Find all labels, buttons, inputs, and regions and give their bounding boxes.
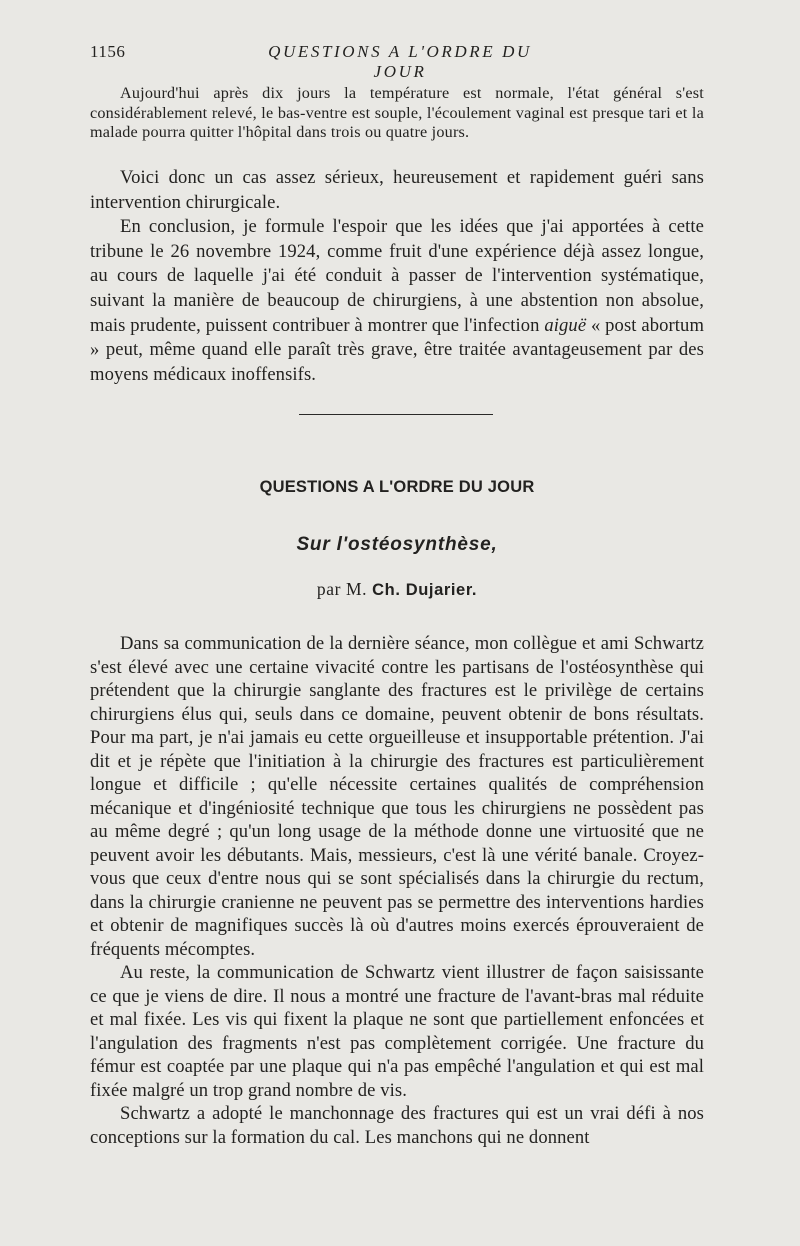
author-name: Ch. Dujarier. xyxy=(372,581,478,599)
previous-article-conclusion xyxy=(90,166,704,387)
body-paragraph: Dans sa communication de la dernière séance, mon collègue et ami Schwartz s'est élevé avec une certaine vivacité contre les partisans de l'ostéosynthèse qui prétendent que la chirurgie sanglante des fractures est le privilège de certains chirurgiens élus qui, seuls dans ce domaine, peuvent obtenir de bons résultats. Pour ma part, je n'ai jamais eu cette orgueilleuse et insupportable prétention. J'ai dit et je répète que l'initiation à la chirurgie des fractures est particulièrement longue et difficile ; qu'elle nécessite certaines qualités de compréhension mécanique et d'ingéniosité technique que tous les chirurgiens ne possèdent pas au même degré ; qu'un long usage de la méthode donne une virtuosité que ne peuvent avoir les débutants. Mais, messieurs, c'est là une vérité banale. Croyez-vous que ceux d'entre nous qui se sont spécialisés dans la chirurgie du rectum, dans la chirurgie cranienne ne peuvent pas se permettre des interventions hardies et obtenir de magnifiques succès là où d'autres moins exercés éprouveraient de fréquents mécomptes. xyxy=(90,633,704,960)
article-body xyxy=(90,632,704,1149)
paragraph-case-summary: Voici donc un cas assez sérieux, heureusement et rapidement guéri sans intervention chirurgicale. xyxy=(90,167,704,213)
body-paragraph: Schwartz a adopté le manchonnage des fractures qui est un vrai défi à nos conceptions sur la formation du cal. Les manchons qui ne donnent xyxy=(90,1103,704,1148)
page-number: 1156 xyxy=(90,42,126,61)
conclusion-italic-word: aiguë xyxy=(544,314,587,336)
section-heading: QUESTIONS A L'ORDRE DU JOUR xyxy=(259,478,535,496)
byline-prefix: par M. xyxy=(316,579,368,599)
conclusion-text-a: En conclusion, je formule l'espoir que les idées que j'ai apportées à cette tribune le 26 novembre 1924, comme fruit d'une expérience déjà assez longue, au cours de laquelle j'ai été conduit à passer de l'intervention systématique, suivant la manière de beaucoup de chirurgiens, à une abstention non absolue, mais prudente, puissent contribuer à montrer que l'infection xyxy=(90,216,704,336)
body-paragraph: Au reste, la communication de Schwartz vient illustrer de façon saisissante ce que je viens de dire. Il nous a montré une fracture de l'avant-bras mal réduite et mal fixée. Les vis qui fixent la plaque ne sont que partiellement enfoncées et l'angulation des fragments n'est pas complètement corrigée. Une fracture du fémur est coaptée par une plaque qui n'a pas empêché l'angulation et qui est mal fixée malgré un trop grand nombre de vis. xyxy=(90,962,704,1101)
article-title: Sur l'ostéosynthèse, xyxy=(296,534,498,555)
small-print-paragraph: Aujourd'hui après dix jours la température est normale, l'état général s'est considérablement relevé, le bas-ventre est souple, l'écoulement vaginal est presque tari et la malade pourra quitter l'hôpital dans trois ou quatre jours. xyxy=(90,84,704,141)
running-title: QUESTIONS A L'ORDRE DU JOUR xyxy=(268,42,532,81)
running-header xyxy=(90,42,704,81)
section-divider xyxy=(299,414,493,415)
byline xyxy=(90,579,704,600)
previous-article-closing-paragraph xyxy=(90,84,704,143)
conclusion-text-b: « post abortum » peut, même quand elle paraît très grave, être traitée avantageusement par des moyens médicaux inoffensifs. xyxy=(90,314,705,385)
paragraph-conclusion xyxy=(90,215,704,387)
